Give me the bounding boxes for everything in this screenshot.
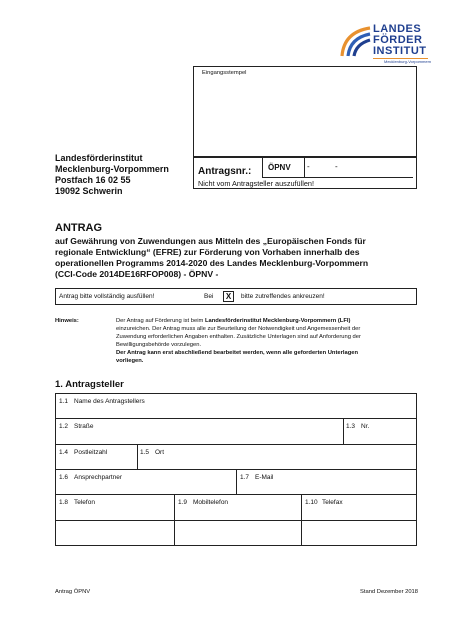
field-phone[interactable] <box>56 495 174 545</box>
antragsnr-label: Antragsnr.: <box>198 166 252 177</box>
field-label: Straße <box>74 423 94 430</box>
logo-tagline: Mecklenburg-Vorpommern <box>384 59 432 64</box>
field-fax[interactable] <box>302 495 416 545</box>
instruction-right: bitte zutreffendes ankreuzen! <box>241 293 325 300</box>
field-house-number[interactable] <box>344 419 416 444</box>
antragsnr-note: Nicht vom Antragsteller auszufüllen! <box>198 179 314 188</box>
hinweis-line6: vorliegen. <box>116 358 144 364</box>
title-heading: ANTRAG <box>55 222 103 234</box>
field-num: 1.10 <box>305 499 318 506</box>
footer-left: Antrag ÖPNV <box>55 589 91 595</box>
field-divider <box>304 158 305 177</box>
hinweis-line1-bold: Landesförderinstitut Mecklenburg-Vorpommern (LFI) <box>204 318 351 324</box>
field-label: Mobiltelefon <box>193 499 229 506</box>
title-line2: regionale Entwicklung“ (EFRE) zur Förderung von Vorhaben innerhalb des <box>55 247 360 257</box>
field-num: 1.4 <box>59 449 69 456</box>
address-line2: Mecklenburg-Vorpommern <box>55 164 169 174</box>
hinweis-line1-pre: Der Antrag auf Förderung ist beim <box>116 318 205 324</box>
antragsnr-sep2: - <box>335 162 338 171</box>
field-num: 1.8 <box>59 499 69 506</box>
field-label: Postleitzahl <box>74 449 108 456</box>
hinweis-line3: Zuwendung erforderlichen Angaben enthalten. Zusätzliche Unterlagen sind auf Anforderung der <box>116 334 361 340</box>
antragsnr-field[interactable] <box>262 158 413 178</box>
section1-heading: 1. Antragsteller <box>55 379 124 390</box>
field-email[interactable] <box>237 470 416 494</box>
field-label: Name des Antragstellers <box>74 398 145 405</box>
instruction-box <box>55 288 417 305</box>
hinweis-line2: einzureichen. Der Antrag muss alle zur Beurteilung der Notwendigkeit und Angemessenheit der <box>116 326 361 332</box>
stamp-label: Eingangsstempel <box>202 70 247 76</box>
field-label: E-Mail <box>255 474 274 481</box>
field-label: Nr. <box>361 423 370 430</box>
antragsnr-sep1: - <box>307 162 310 171</box>
field-city[interactable] <box>138 445 416 469</box>
title-line4: (CCI-Code 2014DE16RFOP008) - ÖPNV - <box>55 269 219 279</box>
instruction-left: Antrag bitte vollständig ausfüllen! <box>59 293 155 300</box>
field-num: 1.1 <box>59 398 69 405</box>
hinweis-label: Hinweis: <box>55 318 79 324</box>
field-num: 1.3 <box>346 423 356 430</box>
field-label: Telefon <box>74 499 95 506</box>
field-num: 1.5 <box>140 449 150 456</box>
field-name[interactable] <box>56 394 416 418</box>
field-mobile[interactable] <box>175 495 301 545</box>
title-line3: operationellen Programms 2014-2020 des Landes Mecklenburg-Vorpommern <box>55 258 369 268</box>
instruction-bei: Bei <box>204 293 214 300</box>
antragsnr-code: ÖPNV <box>268 163 291 172</box>
hinweis-line5: Der Antrag kann erst abschließend bearbeitet werden, wenn alle geforderten Unterlagen <box>116 350 359 356</box>
hinweis-line4: Bewilligungsbehörde vorzulegen. <box>116 342 202 348</box>
antragsteller-form <box>55 393 417 546</box>
logo-line3: INSTITUT <box>373 45 427 57</box>
field-num: 1.7 <box>240 474 250 481</box>
field-postal-code[interactable] <box>56 445 137 469</box>
field-label: Ansprechpartner <box>74 474 123 481</box>
footer-right: Stand Dezember 2018 <box>360 589 419 595</box>
field-label: Telefax <box>322 499 343 506</box>
address-line3: Postfach 16 02 55 <box>55 175 131 185</box>
stamp-box <box>193 66 417 157</box>
address-line1: Landesförderinstitut <box>55 153 143 163</box>
field-contact-person[interactable] <box>56 470 236 494</box>
hinweis-line1 <box>116 318 350 324</box>
field-num: 1.9 <box>178 499 188 506</box>
logo-arcs-icon <box>338 24 374 58</box>
field-label: Ort <box>155 449 165 456</box>
field-street[interactable] <box>56 419 343 444</box>
field-num: 1.2 <box>59 423 69 430</box>
logo-line2: FÖRDER <box>373 34 423 46</box>
title-line1: auf Gewährung von Zuwendungen aus Mitteln des „Europäischen Fonds für <box>55 236 366 246</box>
antragsnr-box <box>193 157 417 189</box>
logo-line1: LANDES <box>373 23 422 35</box>
field-num: 1.6 <box>59 474 69 481</box>
example-checkbox: X <box>223 291 234 302</box>
address-line4: 19092 Schwerin <box>55 186 123 196</box>
